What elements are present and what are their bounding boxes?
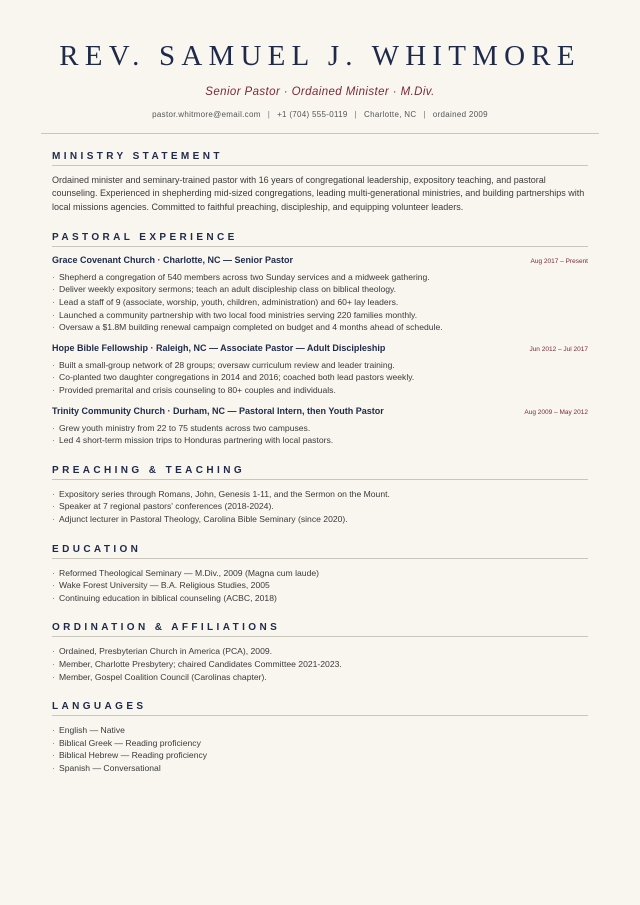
section-title: PASTORAL EXPERIENCE [52,232,588,247]
section-education [52,544,588,605]
languages-bullets [52,724,588,774]
job-entry [52,343,588,397]
bullet-item: · Co-planted two daughter congregations in 2014 and 2016; coached both lead pastors weekly. [52,371,588,384]
bullet-item: · Oversaw a $1.8M building renewal campaign completed on budget and 4 months ahead of schedule. [52,321,588,334]
contact-line [0,110,640,119]
job-date: Aug 2009 – May 2012 [524,408,588,416]
resume-content [0,151,640,775]
job-bullets [52,271,588,334]
bullet-item: · Wake Forest University — B.A. Religious Studies, 2005 [52,579,588,592]
contact-separator: | [354,110,358,119]
job-header [52,406,588,416]
job-title: Trinity Community Church · Durham, NC — Pastoral Intern, then Youth Pastor [52,405,384,416]
bullet-item: · Deliver weekly expository sermons; teach an adult discipleship class on biblical theology. [52,283,588,296]
contact-separator: | [267,110,271,119]
bullet-item: · Member, Charlotte Presbytery; chaired Candidates Committee 2021-2023. [52,658,588,671]
job-date: Aug 2017 – Present [530,257,588,265]
job-title: Hope Bible Fellowship · Raleigh, NC — Associate Pastor — Adult Discipleship [52,342,386,353]
bullet-item: · Expository series through Romans, John, Genesis 1-11, and the Sermon on the Mount. [52,488,588,501]
section-title: PREACHING & TEACHING [52,465,588,480]
bullet-item: · Member, Gospel Coalition Council (Carolinas chapter). [52,671,588,684]
candidate-subtitle: Senior Pastor · Ordained Minister · M.Div. [205,86,435,98]
job-entry [52,255,588,334]
bullet-item: · Spanish — Conversational [52,762,588,775]
section-title: EDUCATION [52,544,588,559]
job-date: Jun 2012 – Jul 2017 [529,345,588,353]
section-languages [52,701,588,774]
contact-email: pastor.whitmore@email.com [152,110,261,119]
candidate-name: REV. SAMUEL J. WHITMORE [59,40,581,72]
job-header [52,343,588,353]
bullet-item: · Shepherd a congregation of 540 members across two Sunday services and a midweek gathering. [52,271,588,284]
bullet-item: · Led 4 short-term mission trips to Honduras partnering with local pastors. [52,434,588,447]
bullet-item: · Grew youth ministry from 22 to 75 students across two campuses. [52,422,588,435]
section-preaching [52,465,588,526]
bullet-item: · English — Native [52,724,588,737]
job-bullets [52,359,588,397]
bullet-item: · Lead a staff of 9 (associate, worship, youth, children, administration) and 60+ lay leaders. [52,296,588,309]
bullet-item: · Speaker at 7 regional pastors' conferences (2018-2024). [52,500,588,513]
job-title: Grace Covenant Church · Charlotte, NC — Senior Pastor [52,254,294,265]
section-title: LANGUAGES [52,701,588,716]
contact-separator: | [423,110,426,119]
section-title: ORDINATION & AFFILIATIONS [52,622,588,637]
bullet-item: · Reformed Theological Seminary — M.Div., 2009 (Magna cum laude) [52,567,588,580]
bullet-item: · Continuing education in biblical counseling (ACBC, 2018) [52,592,588,605]
contact-phone: +1 (704) 555-0119 [277,110,348,119]
preaching-bullets [52,488,588,526]
ministry-statement-text: Ordained minister and seminary-trained pastor with 16 years of congregational leadership, expository teaching, and pastoral counseling. Experienced in shepherding mid-sized congregations, leading multi-generational ministries, and building partnerships with local missions agencies. Committed to faithful preaching, discipleship, and equipping volunteer leaders. [52,175,585,212]
bullet-item: · Ordained, Presbyterian Church in America (PCA), 2009. [52,645,588,658]
job-bullets [52,422,588,447]
resume-header [0,0,640,119]
header-divider [41,133,599,134]
section-ministry-statement [52,151,588,214]
contact-location: Charlotte, NC [364,110,417,119]
ordination-bullets [52,645,588,683]
job-entry [52,406,588,447]
section-title: MINISTRY STATEMENT [52,151,588,166]
bullet-item: · Adjunct lecturer in Pastoral Theology, Carolina Bible Seminary (since 2020). [52,513,588,526]
bullet-item: · Provided premarital and crisis counseling to 80+ couples and individuals. [52,384,588,397]
bullet-item: · Biblical Hebrew — Reading proficiency [52,749,588,762]
section-ordination [52,622,588,683]
education-bullets [52,567,588,605]
contact-ordained: ordained 2009 [432,110,488,119]
bullet-item: · Built a small-group network of 28 groups; oversaw curriculum review and leader training. [52,359,588,372]
bullet-item: · Launched a community partnership with two local food ministries serving 220 families monthly. [52,309,588,322]
section-experience [52,232,588,447]
bullet-item: · Biblical Greek — Reading proficiency [52,737,588,750]
job-header [52,255,588,265]
